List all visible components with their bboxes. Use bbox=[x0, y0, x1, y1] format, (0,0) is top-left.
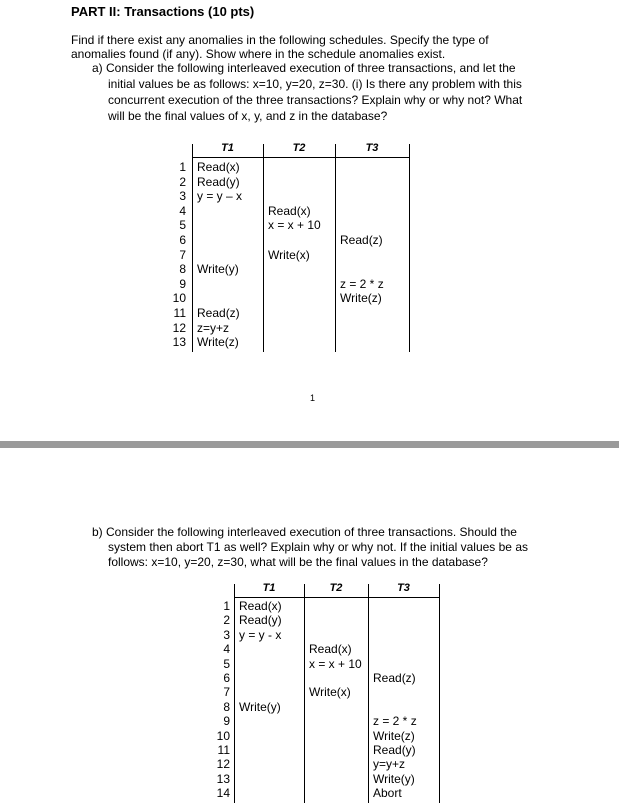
schedule-op-t3: Write(z) bbox=[373, 728, 415, 743]
row-number: 10 bbox=[216, 728, 230, 743]
schedule-op-t1: z=y+z bbox=[197, 320, 230, 335]
schedule-op-t2: Write(x) bbox=[309, 685, 351, 700]
schedule-op-t3: Abort bbox=[373, 786, 402, 801]
row-number: 11 bbox=[217, 743, 230, 757]
row-number: 9 bbox=[223, 714, 230, 729]
row-number: 3 bbox=[223, 627, 230, 642]
part-b-line-1: b) Consider the following interleaved execution of three transactions. Should the bbox=[92, 525, 517, 539]
column-header-t1: T1 bbox=[221, 142, 234, 154]
page-title: PART II: Transactions (10 pts) bbox=[71, 4, 255, 19]
row-number: 8 bbox=[223, 699, 230, 714]
row-number: 7 bbox=[179, 247, 186, 262]
part-a-line-1: a) Consider the following interleaved execution of three transactions, and let the bbox=[92, 61, 516, 75]
column-divider bbox=[234, 584, 235, 803]
part-b-line-3: follows: x=10, y=20, z=30, what will be the final values in the database? bbox=[108, 555, 488, 569]
part-a-line-4: will be the final values of x, y, and z in the database? bbox=[108, 109, 388, 123]
schedule-op-t2: Read(x) bbox=[309, 642, 352, 657]
row-number: 6 bbox=[223, 671, 230, 685]
schedule-op-t1: y = y - x bbox=[239, 627, 282, 642]
row-number: 1 bbox=[179, 160, 186, 174]
schedule-op-t1: Write(y) bbox=[239, 699, 281, 714]
schedule-op-t2: x = x + 10 bbox=[268, 218, 321, 233]
column-divider bbox=[439, 584, 440, 803]
schedule-op-t3: z = 2 * z bbox=[373, 714, 417, 729]
column-divider bbox=[368, 584, 369, 803]
schedule-op-t3: Read(y) bbox=[373, 743, 416, 757]
column-divider bbox=[304, 584, 305, 803]
schedule-op-t2: Write(x) bbox=[268, 247, 310, 262]
column-divider bbox=[409, 144, 410, 352]
row-number: 5 bbox=[179, 218, 186, 233]
schedule-op-t1: Read(y) bbox=[239, 613, 282, 628]
schedule-op-t3: z = 2 * z bbox=[340, 276, 384, 291]
intro-line-2: anomalies found (if any). Show where in the schedule anomalies exist. bbox=[71, 47, 446, 61]
schedule-table-a bbox=[170, 140, 410, 352]
schedule-op-t2: Read(x) bbox=[268, 203, 311, 218]
column-header-t3: T3 bbox=[397, 582, 410, 594]
row-number: 4 bbox=[223, 642, 230, 657]
part-a-line-2: initial values be as follows: x=10, y=20, z=30. (i) Is there any problem with this bbox=[108, 77, 522, 91]
row-number: 13 bbox=[216, 771, 230, 786]
part-a-line-3: concurrent execution of the three transactions? Explain why or why not? What bbox=[108, 93, 523, 107]
row-number: 7 bbox=[223, 685, 230, 700]
row-number: 12 bbox=[216, 757, 230, 772]
column-header-t3: T3 bbox=[365, 142, 379, 154]
row-number: 14 bbox=[216, 786, 230, 801]
row-number: 5 bbox=[223, 656, 230, 671]
row-number: 6 bbox=[179, 233, 186, 247]
schedule-op-t3: Write(z) bbox=[340, 291, 382, 306]
schedule-op-t1: Read(y) bbox=[197, 174, 240, 189]
intro-line-1: Find if there exist any anomalies in the following schedules. Specify the type of bbox=[71, 33, 489, 47]
column-divider bbox=[335, 144, 336, 352]
column-divider bbox=[192, 144, 193, 352]
row-number: 2 bbox=[223, 613, 230, 628]
schedule-op-t3: y=y+z bbox=[373, 757, 406, 772]
row-number: 3 bbox=[179, 189, 186, 204]
schedule-op-t2: x = x + 10 bbox=[309, 656, 362, 671]
row-number: 11 bbox=[173, 306, 186, 320]
column-header-t2: T2 bbox=[292, 142, 306, 154]
row-number: 13 bbox=[172, 335, 186, 350]
schedule-op-t3: Read(z) bbox=[340, 233, 383, 247]
row-number: 12 bbox=[172, 320, 186, 335]
row-number: 4 bbox=[179, 203, 186, 218]
schedule-op-t1: y = y – x bbox=[197, 189, 243, 204]
part-b-line-2: system then abort T1 as well? Explain why or why not. If the initial values be as bbox=[108, 540, 528, 554]
row-number: 8 bbox=[179, 262, 186, 277]
row-number: 9 bbox=[179, 276, 186, 291]
row-number: 2 bbox=[179, 174, 186, 189]
schedule-op-t3: Read(z) bbox=[373, 671, 416, 685]
column-divider bbox=[263, 144, 264, 352]
row-number: 10 bbox=[172, 291, 186, 306]
header-underline bbox=[192, 157, 410, 158]
column-header-t1: T1 bbox=[262, 582, 276, 594]
header-underline bbox=[234, 597, 440, 598]
schedule-table-b bbox=[214, 580, 440, 802]
schedule-op-t1: Read(z) bbox=[197, 306, 240, 320]
column-header-t2: T2 bbox=[329, 582, 343, 594]
schedule-op-t1: Read(x) bbox=[197, 160, 240, 174]
row-number: 1 bbox=[223, 599, 230, 613]
page-divider bbox=[0, 441, 619, 448]
schedule-op-t1: Read(x) bbox=[239, 599, 282, 613]
schedule-op-t3: Write(y) bbox=[373, 771, 415, 786]
schedule-op-t1: Write(z) bbox=[197, 335, 239, 350]
page-number: 1 bbox=[310, 393, 316, 403]
schedule-op-t1: Write(y) bbox=[197, 262, 239, 277]
